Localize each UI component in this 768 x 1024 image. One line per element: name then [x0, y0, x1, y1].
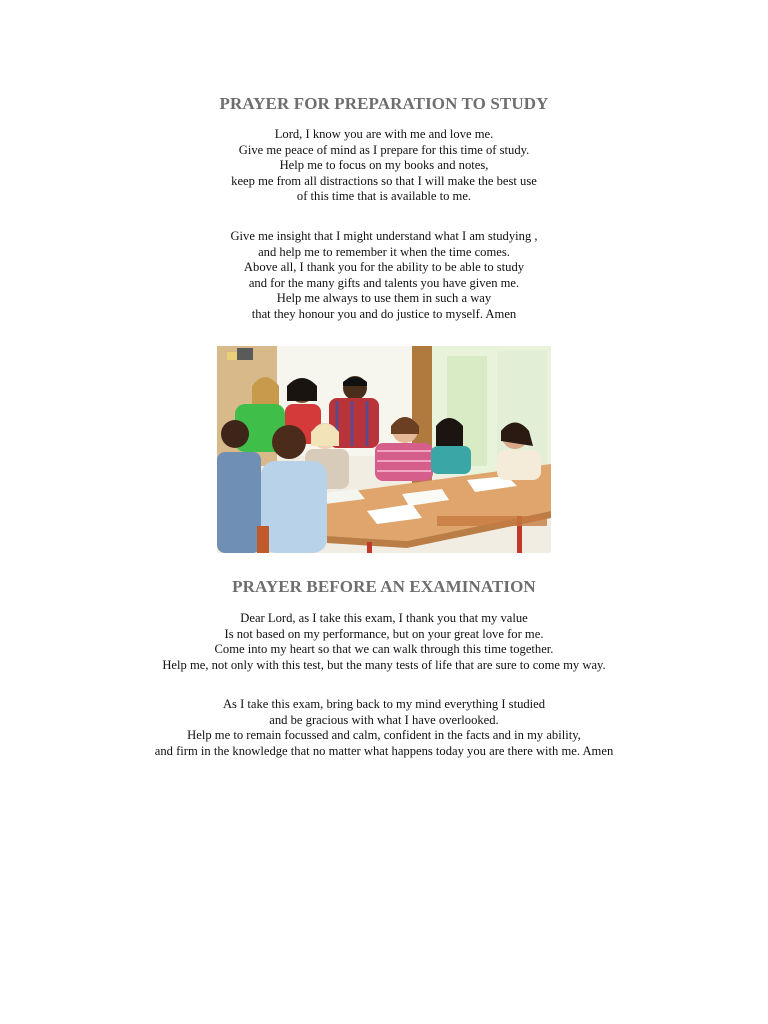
text-line: keep me from all distractions so that I will make the best use — [231, 173, 537, 188]
students-studying-photo — [217, 346, 551, 553]
text-line: Give me peace of mind as I prepare for this time of study. — [238, 142, 530, 157]
text-line: Dear Lord, as I take this exam, I thank you that my value — [240, 611, 528, 625]
text-line: Above all, I thank you for the ability to be able to study — [243, 260, 525, 275]
text-line: As I take this exam, bring back to my mind everything I studied — [222, 697, 546, 711]
text-line: and be gracious with what I have overlooked. — [269, 712, 499, 727]
text-line: Help me, not only with this test, but the many tests of life that are sure to come my way. — [162, 657, 606, 672]
text-line: Is not based on my performance, but on your great love for me. — [224, 626, 544, 641]
prayer-exam-stanza-1 — [0, 611, 768, 673]
text-line: Come into my heart so that we can walk through this time together. — [214, 642, 554, 657]
prayer-exam-stanza-2 — [0, 697, 768, 759]
text-line: Lord, I know you are with me and love me. — [274, 127, 494, 141]
text-line: that they honour you and do justice to myself. Amen — [251, 306, 517, 321]
prayer-study-stanza-1 — [0, 127, 768, 205]
text-line: Give me insight that I might understand what I am studying , — [230, 229, 538, 243]
text-line: Help me always to use them in such a way — [276, 291, 492, 306]
text-line: Help me to remain focussed and calm, confident in the facts and in my ability, — [187, 728, 581, 743]
prayer-study-title: PRAYER FOR PREPARATION TO STUDY — [219, 94, 549, 113]
text-line: Help me to focus on my books and notes, — [279, 158, 489, 173]
text-line: and firm in the knowledge that no matter what happens today you are there with me. Amen — [154, 743, 614, 758]
prayer-exam-title: PRAYER BEFORE AN EXAMINATION — [232, 577, 536, 596]
text-line: and help me to remember it when the time comes. — [258, 244, 510, 259]
prayer-study-stanza-2 — [0, 229, 768, 323]
text-line: of this time that is available to me. — [296, 189, 472, 204]
text-line: and for the many gifts and talents you have given me. — [248, 275, 520, 290]
